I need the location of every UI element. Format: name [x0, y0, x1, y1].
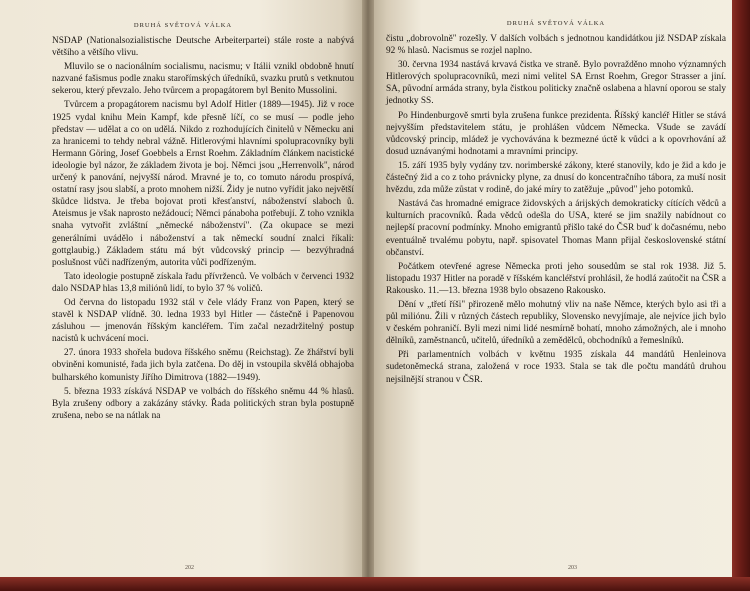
left-paragraph-1: NSDAP (Nationalsozialistische Deutsche Arbeiterpartei) stále roste a nabývá většího a většího vlivu. [52, 36, 354, 59]
right-paragraph-3: Po Hindenburgově smrti byla zrušena funkce prezidenta. Říšský kancléř Hitler se stává nejvyšším představitelem státu, je prohlášen vůdcem Německa. Všude se zavádí vůdcovský princip, mládež je vychovávána k bezmezné úctě k vůdci a k opovrhování až dosud uznávanými hodnotami a mravními principy. [386, 110, 726, 157]
left-paragraph-4: Tato ideologie postupně získala řadu přívrženců. Ve volbách v červenci 1932 dalo NSDAP hlas 13,8 miliónů lidí, to bylo 37 % voličů. [52, 271, 354, 294]
left-paragraph-5: Od června do listopadu 1932 stál v čele vlády Franz von Papen, který se stavěl k NSDAP vlídně. 30. ledna 1933 byl Hitler — částečně i Papenovou zásluhou — jmenován říšským kancléřem. Tím začal nezadržitelný postup nacistů k uchvácení moci. [52, 297, 354, 345]
right-paragraph-4: 15. září 1935 byly vydány tzv. norimberské zákony, které stanovily, kdo je žid a kdo je částečný žid a co z toho právnicky plyne, za dnusí do koncentračního tábora, za muší nosit hvězdu, zda může zůstat v rodině, do jaké míry to zatěžuje „původ" jeho potomků. [386, 160, 726, 196]
right-paragraph-6: Počátkem otevřené agrese Německa proti jeho sousedům se stal rok 1938. Již 5. listopadu 1937 Hitler na poradě v říšském kancléřství prohlásil, že hodlá zaútočit na ČSR a Rakousko. 11.—13. března 1938 bylo obsazeno Rakousko. [386, 261, 726, 296]
right-running-head: DRUHÁ SVĚTOVÁ VÁLKA [506, 20, 606, 27]
right-paragraph-8: Při parlamentních volbách v květnu 1935 získala 44 mandátů Henleinova sudetoněmecká strana, založená v roce 1933. Stala se tak dle počtu mandátů druhou nejsilnější stranou v ČSR. [386, 350, 726, 385]
left-paragraph-6: 27. února 1933 shořela budova říšského sněmu (Reichstag). Ze žhářství byli obviněni komunisté, řada jich byla zatčena. Do děj in vstoupila skvělá obhajoba bulharského komunisty Jiřího Dimitrova (1882—1949). [52, 348, 354, 383]
left-paragraph-7: 5. března 1933 získává NSDAP ve volbách do říšského sněmu 44 % hlasů. Byla zrušeny odbory a zakázány stávky. Řada politických stran byla postupně zrušena, nebo se na nátlak na [52, 386, 354, 421]
right-page [368, 0, 750, 591]
book-cover-bottom [0, 577, 750, 591]
book-gutter [362, 0, 374, 591]
left-body-text [52, 35, 354, 422]
left-page-number: 202 [185, 565, 194, 571]
book-cover-edge [732, 0, 750, 591]
right-paragraph-7: Dění v „třetí říši" přirozeně mělo mohutný vliv na naše Němce, kterých bylo asi tři a půl miliónu. Žili v různých částech republiky, Slovensko nevyjímaje, ale nejvíce jich bylo v českém pohraničí. Byli mezi nimi lidé nesmírně bohatí, mnoho zámožných, ale i mnoho dělníků, zaměstnanců, učitelů, úředníků a zemědělců, obchodníků a řemeslníků. [386, 299, 726, 347]
left-running-head: DRUHÁ SVĚTOVÁ VÁLKA [133, 22, 233, 29]
left-paragraph-2: Mluvilo se o nacionálním socialismu, nacismu; v Itálii vznikl obdobně hnutí nazvané fašismus podle znaku starořímských úředníků, svazku prutů s vetknutou sekerou, který převzalo. Jeho tvůrcem a propagátorem byl Benito Mussolini. [52, 62, 354, 97]
left-page [0, 0, 368, 591]
right-paragraph-2: 30. června 1934 nastává krvavá čistka ve straně. Bylo povražděno mnoho významných Hitlerových spolupracovníků, mezi nimi velitel SA Ernst Roehm, Gregor Strasser a jiní. SA, původní armáda strany, byla čistkou politicky značně oslabena a hlavní oporou se staly jednotky SS. [386, 60, 726, 107]
left-paragraph-3: Tvůrcem a propagátorem nacismu byl Adolf Hitler (1889—1945). Již v roce 1925 vydal knihu Mein Kampf, kde přesně líčí, co se musí — podle jeho představ — udělat a co on udělá. Nikdo z rozhodujících činitelů v Německu ani za hranicemi to tehdy nebral vážně. Hitlerovými hlavními spolupracovníky byli Hermann Göring, Josef Goebbels a Ernst Roehm. Základním článkem nacistické ideologie byl názor, že základem života je boj. Němci jsou „Herrenvolk", národ určený k panování, nejvyšší národ. Mravné je to, co tomuto národu prospívá, ostatní rasy jsou slabší, a proto mnohem nižší. Židy je nutno vyřídit jako největší škůdce lidstva. Je třeba bojovat proti křesťanství, náboženství slaboch ů. Ateismus je však naprosto nežádoucí; Němci pánaboha potřebují. Z toho vznikla snaha vytvořit zvláštní „německé náboženství". (Za okupace se mezi generálními uvádělo i náboženství a tak německí soudní znalci říkali: gottglaubig.) Základem státu má být vůdcovský princip — bezvýhradná poslušnost vůči nadřízeným, autorita vůči podřízeným. [52, 100, 354, 268]
right-paragraph-5: Nastává čas hromadné emigrace židovských a árijských demokraticky cítících vědců a kulturních pracovníků. Řada vědců odešla do USA, které se jim snažily nabídnout co nejlepší pracovní podmínky. Mnoho emigrantů přišlo také do ČSR buď k dočasnému, nebo eventuálně trvalému pobytu, např. spisovatel Thomas Mann přijal československé státní občanství. [386, 199, 726, 258]
right-body-text [386, 33, 726, 386]
right-paragraph-1: čistu „dobrovolně" rozešly. V dalších volbách s jednotnou kandidátkou již NSDAP získala 92 % hlasů. Nacismus se rozjel naplno. [386, 34, 726, 57]
right-page-number: 203 [568, 565, 577, 571]
